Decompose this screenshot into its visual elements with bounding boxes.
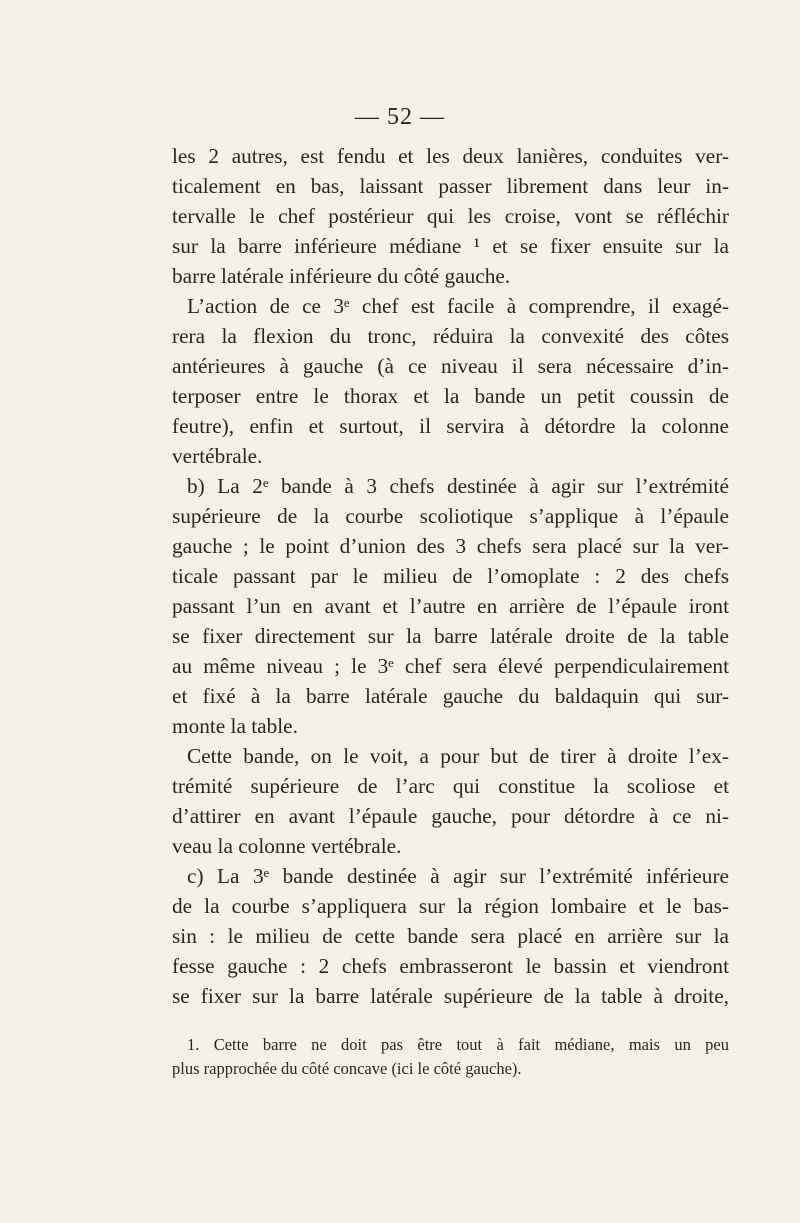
body-line: tervalle le chef postérieur qui les croise, vont se réfléchir: [172, 204, 729, 228]
body-line: feutre), enfin et surtout, il servira à détordre la colonne: [172, 414, 729, 438]
body-line: ticalement en bas, laissant passer librement dans leur in-: [172, 174, 729, 198]
body-line: c) La 3ᵉ bande destinée à agir sur l’extrémité inférieure: [187, 864, 729, 888]
page-number: — 52 —: [355, 104, 445, 130]
body-line: sin : le milieu de cette bande sera placé en arrière sur la: [172, 924, 729, 948]
footnote-line: plus rapprochée du côté concave (ici le côté gauche).: [172, 1059, 522, 1078]
body-line: b) La 2ᵉ bande à 3 chefs destinée à agir sur l’extrémité: [187, 474, 729, 498]
body-line: sur la barre inférieure médiane ¹ et se fixer ensuite sur la: [172, 234, 729, 258]
body-line: gauche ; le point d’union des 3 chefs sera placé sur la ver-: [172, 534, 729, 558]
body-line: de la courbe s’appliquera sur la région lombaire et le bas-: [172, 894, 729, 918]
body-line: passant l’un en avant et l’autre en arrière de l’épaule iront: [172, 594, 729, 618]
body-line: Cette bande, on le voit, a pour but de tirer à droite l’ex-: [187, 744, 729, 768]
body-line: vertébrale.: [172, 444, 263, 468]
body-line: barre latérale inférieure du côté gauche.: [172, 264, 511, 288]
body-line: antérieures à gauche (à ce niveau il sera nécessaire d’in-: [172, 354, 729, 378]
body-line: se fixer directement sur la barre latérale droite de la table: [172, 624, 729, 648]
body-line: veau la colonne vertébrale.: [172, 834, 402, 858]
body-line: ticale passant par le milieu de l’omoplate : 2 des chefs: [172, 564, 729, 588]
body-line: rera la flexion du tronc, réduira la convexité des côtes: [172, 324, 729, 348]
body-line: trémité supérieure de l’arc qui constitue la scoliose et: [172, 774, 729, 798]
body-line: se fixer sur la barre latérale supérieure de la table à droite,: [172, 984, 729, 1008]
body-line: fesse gauche : 2 chefs embrasseront le bassin et viendront: [172, 954, 729, 978]
body-line: au même niveau ; le 3ᵉ chef sera élevé perpendiculairement: [172, 654, 729, 678]
footnote-line: 1. Cette barre ne doit pas être tout à fait médiane, mais un peu: [187, 1035, 729, 1054]
body-line: terposer entre le thorax et la bande un petit coussin de: [172, 384, 729, 408]
body-line: les 2 autres, est fendu et les deux lanières, conduites ver-: [172, 144, 729, 168]
body-line: L’action de ce 3ᵉ chef est facile à comprendre, il exagé-: [187, 294, 729, 318]
body-line: d’attirer en avant l’épaule gauche, pour détordre à ce ni-: [172, 804, 729, 828]
body-line: et fixé à la barre latérale gauche du baldaquin qui sur-: [172, 684, 729, 708]
body-line: supérieure de la courbe scoliotique s’appliquе à l’épaule: [172, 504, 729, 528]
body-line: monte la table.: [172, 714, 298, 738]
